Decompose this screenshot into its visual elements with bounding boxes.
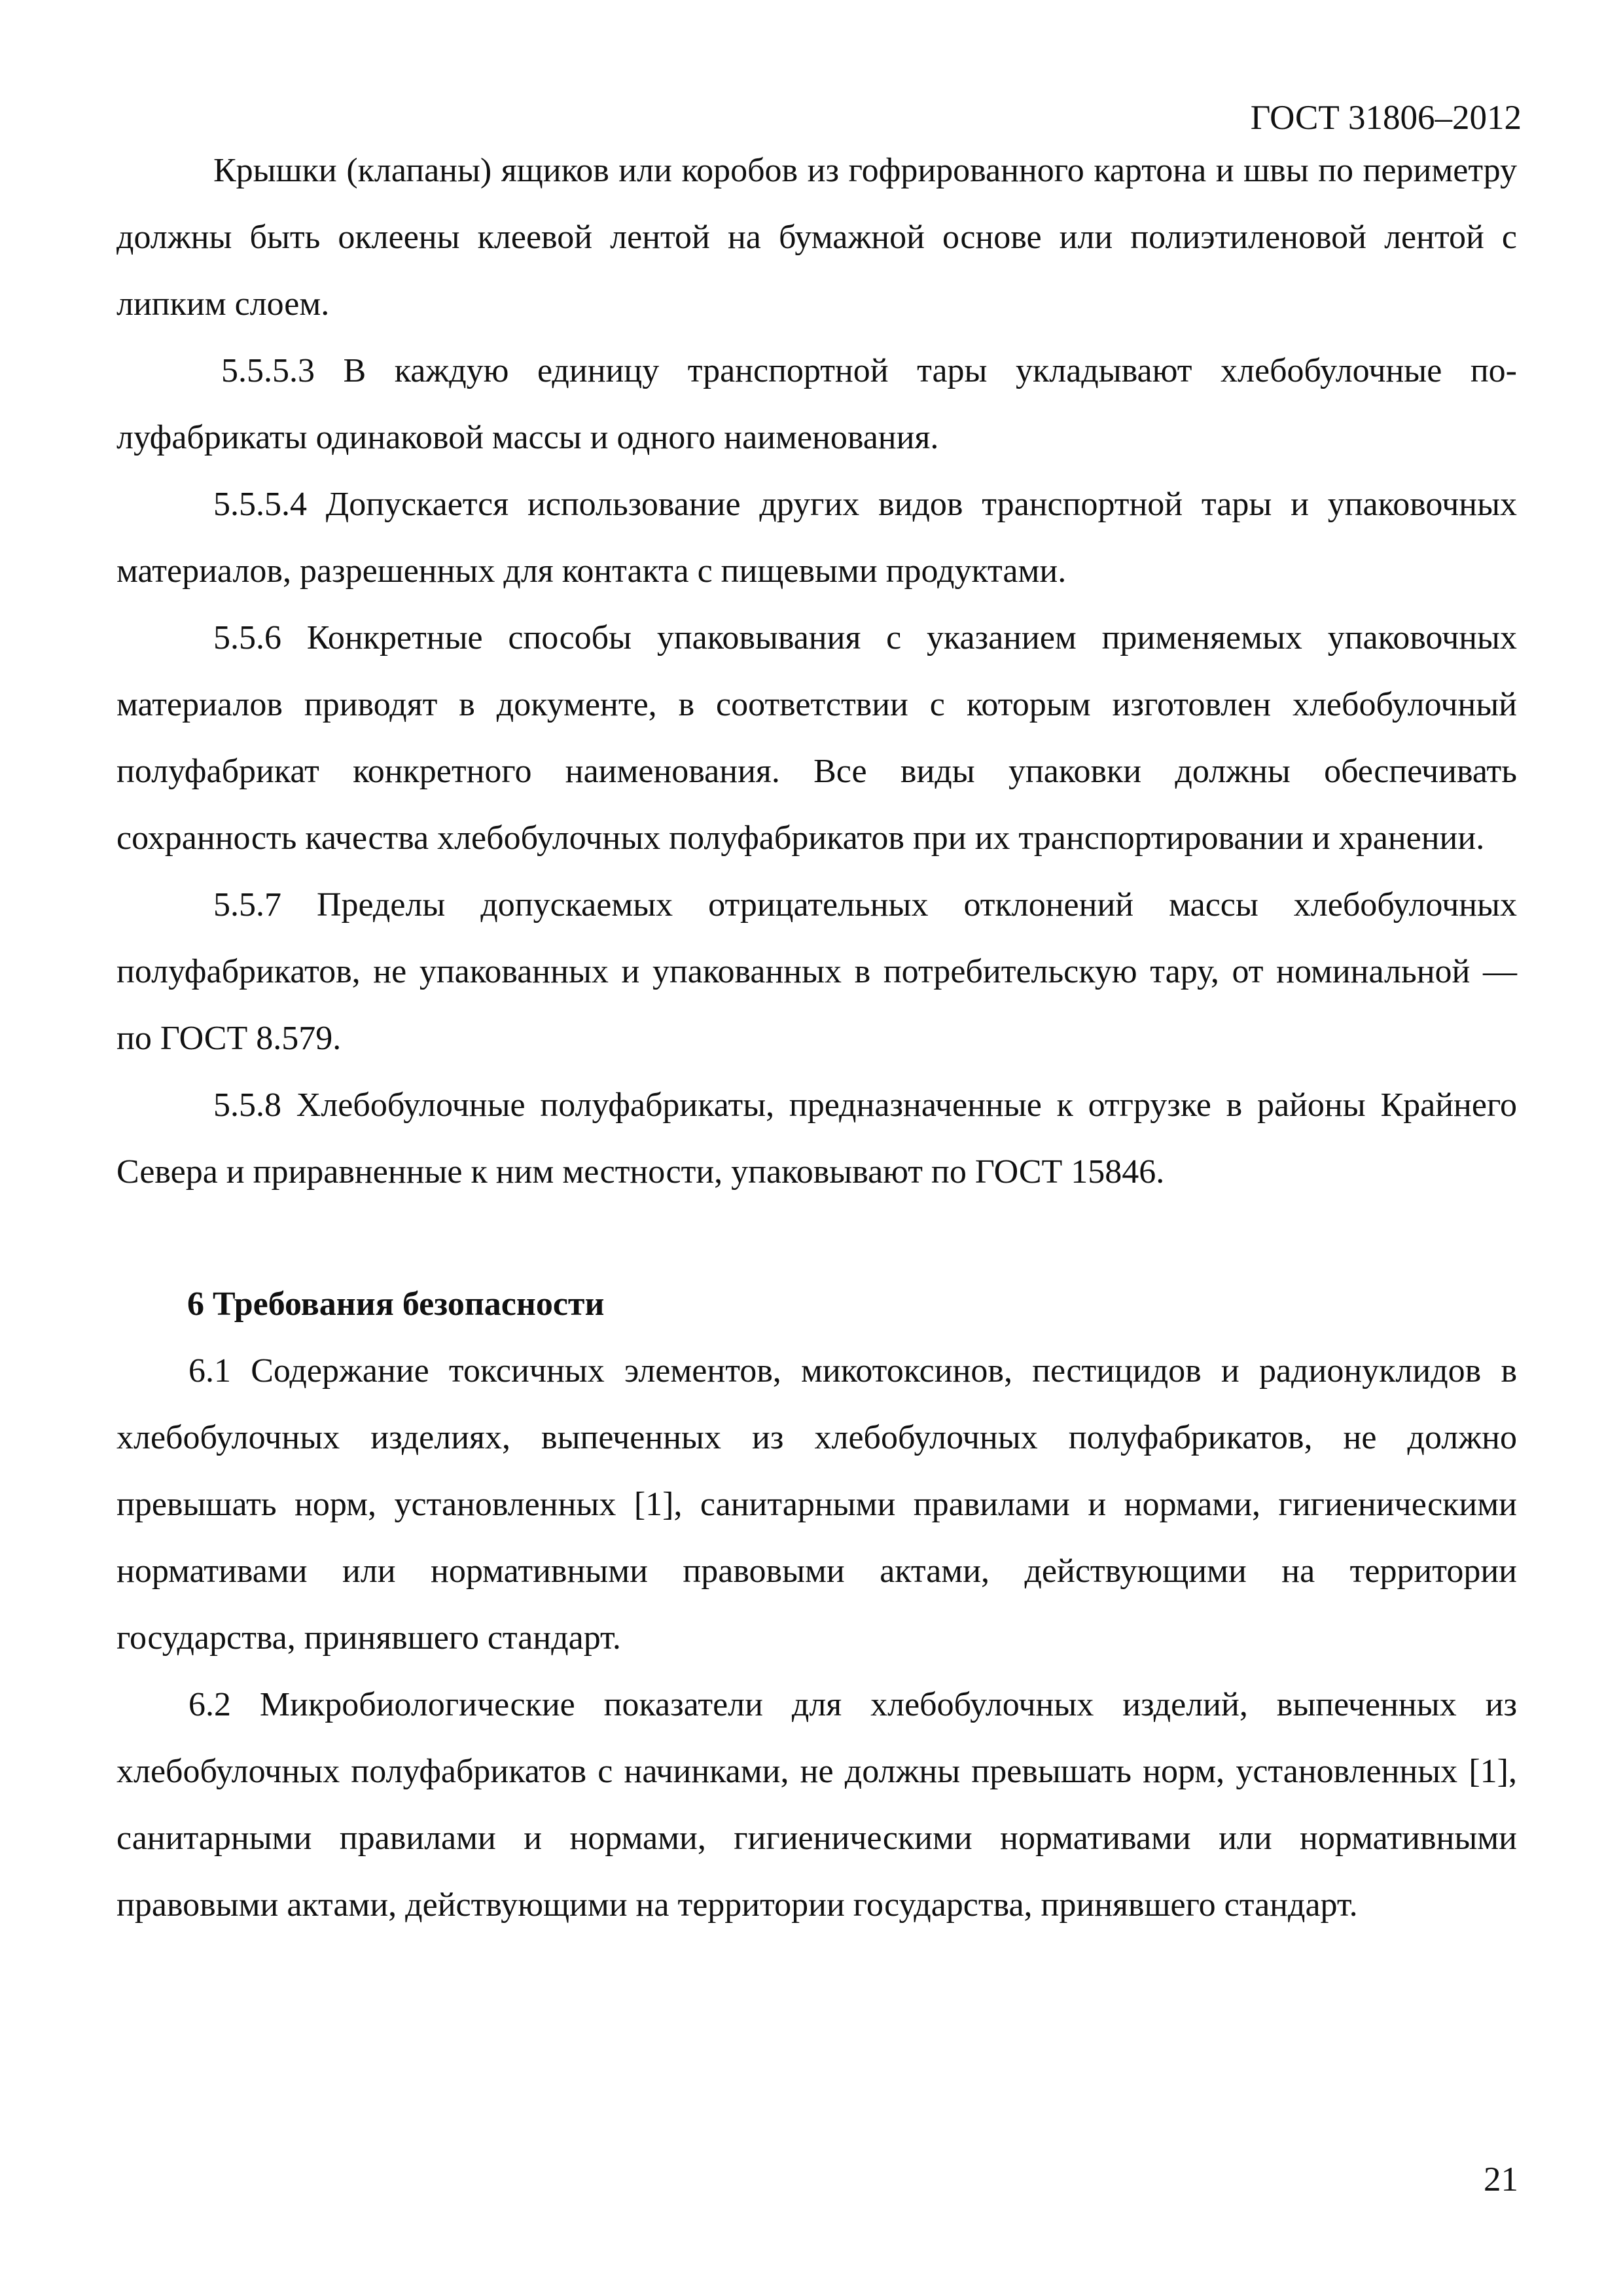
- section-heading: 6 Требования безопасности: [187, 1285, 605, 1323]
- paragraph-5-5-5-3: 5.5.5.3 В каждую единицу транспортной тары укладывают хлебобулочные полуфабрикаты одинаковой массы и одного наименования.: [116, 352, 1517, 456]
- paragraph-6-1: 6.1 Содержание токсичных элементов, микотоксинов, пестицидов и радионуклидов в хлебобулочных изделиях, выпеченных из хлебобулочных полуфабрикатов, не должно превышать норм, установленных [1], санитарными правилами и нормами, гигиеническими нормативами или нормативными правовыми актами, действующими на территории государства, принявшего стандарт.: [116, 1352, 1517, 1657]
- paragraph-lids: Крышки (клапаны) ящиков или коробов из гофрированного картона и швы по периметру должны быть оклеены клеевой лентой на бумажной основе или полиэтиленовой лентой с липким слоем.: [116, 152, 1517, 323]
- paragraph-6-2: 6.2 Микробиологические показатели для хлебобулочных изделий, выпеченных из хлебобулочных полуфабрикатов с начинками, не должны превышать норм, установленных [1], санитарными правилами и нормами, гигиеническими нормативами или нормативными правовыми актами, действующими на территории государства, принявшего стандарт.: [116, 1686, 1517, 1924]
- document-header: ГОСТ 31806–2012: [1250, 99, 1522, 137]
- page-number: 21: [1484, 2161, 1518, 2198]
- paragraph-5-5-5-4: 5.5.5.4 Допускается использование других видов транспортной тары и упаковочных материалов, разрешенных для контакта с пищевыми продуктами.: [116, 486, 1517, 590]
- paragraph-5-5-6: 5.5.6 Конкретные способы упаковывания с указанием применяемых упаковочных материалов приводят в документе, в соответствии с которым изготовлен хлебобулочный полуфабрикат конкретного наименования. Все виды упаковки должны обеспечивать сохранность качества хлебобулочных полуфабрикатов при их транспортировании и хранении.: [116, 619, 1517, 857]
- paragraph-5-5-8: 5.5.8 Хлебобулочные полуфабрикаты, предназначенные к отгрузке в районы Крайнего Севера и приравненные к ним местности, упаковывают по ГОСТ 15846.: [116, 1086, 1517, 1191]
- document-body: [116, 137, 1517, 1939]
- paragraph-5-5-7: 5.5.7 Пределы допускаемых отрицательных отклонений массы хлебобулочных полуфабрикатов, не упакованных и упакованных в потребительскую тару, от номинальной — по ГОСТ 8.579.: [116, 886, 1517, 1057]
